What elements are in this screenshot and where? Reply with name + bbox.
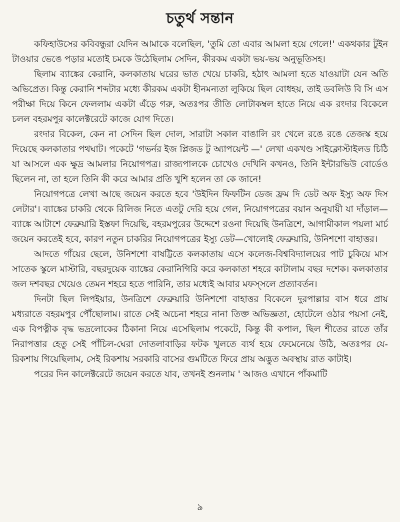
chapter-title: চতুর্থ সন্তান	[166, 11, 234, 27]
paragraph: আদতে গাঁয়ের ছেলে, উনিশশো বাষট্টিতে কলকাতায় এসে কলেজ-বিশ্ববিদ্যালয়ের পাট চুকিয়ে মাস সাতেক স্কুলে মাস্টারি, বছরদুয়েক ব্যাঙ্কের কেরানিগিরি করে কলকাতা শহরে কাটালাম বছর দশেক। কলকাতার জল দশবছর খেয়েও তেমন শহরে হতে পারিনি, তার মধ্যেই আবার মফস্সলে প্রত্যাবর্তন।	[12, 250, 388, 290]
paragraph: ছিলাম ব্যাঙ্কের কেরানি, কলকাতায় ঘরের ভাত খেয়ে চাকরি, হঠাৎ আমলা হতে যাওয়াটা যেন অতি অভিপ্রেত। কিন্তু কেরানি শব্দটার মধ্যে কীরকম একটা হীনমন্যতা লুকিয়ে ছিল বোধহয়, তাই ডবলিউ বি সি এস পরীক্ষা দিয়ে কিনে ফেললাম একটা এঁড়ে গরু, অতঃপর তীতি লোটাকম্বল হাতে নিয়ে এক রংদার বিকেলে চলল বহরমপুর কালেক্টরেটে কাজে যোগ দিতে।	[12, 70, 388, 125]
paragraph: রংদার বিকেল, কেন না সেদিন ছিল দোল, সারাটা সকাল বাঙালি রং খেলে রঙে রঙে তেজস্ক হয়ে দিয়েছে কলকাতার পথঘাট। পকেটে 'গভর্নর ইজ প্লিজড টু অ্যাপয়েন্ট —' লেখা একখণ্ড সাইক্লোস্টাইলড চিঠি যা আসলে এক ক্ষুদ্র আমলার নিয়োগপত্র। রাজ্যপালকে চোখেও দেখিনি কখনও, তিনি ইন্টারভিউ বোর্ডেও ছিলেন না, তা হলে তিনি কী করে আমার প্রতি খুশি হলেন তা কে জানে!	[12, 130, 388, 185]
chapter-body	[12, 38, 388, 383]
paragraph: নিয়োগপত্রে লেখা আছে জয়েন করতে হবে 'উইদিন ফিফটিন ডেজ ফ্রম দি ডেট অফ ইস্যু অফ দিস লেটার'। ব্যাঙ্কের চাকরি থেকে রিলিজ নিতে এতটু দেরি হয়ে গেল, নিয়োগপত্রের বয়ান অনুযায়ী যা দাঁড়াল—ব্যাঙ্কে আটাশে ফেব্রুয়ারি ইস্তফা দিয়েছি, বহরমপুরের উদ্দেশে রওনা দিয়েছি উনত্রিশে, আগামীকাল পয়লা মার্চ জয়েন করতেই হবে, কারণ নতুন চাকরির নিয়োগপত্রের ইস্যু ডেট—খোলোই ফেব্রুয়ারি, উনিশশো বাহাত্তর।	[12, 190, 388, 245]
paragraph: পরের দিন কালেক্টরেটে জয়েন করতে যাব, তখনই শুনলাম ' আজও এখানে পাঁকমাটি	[34, 370, 328, 380]
paragraph: দিনটা ছিল লিপইয়ার, উনত্রিশে ফেব্রুয়ারি উনিশশো বাহাত্তর বিকেলে দুরপাল্লার বাস ধরে প্রায় মধ্যরাতে বহরমপুর পৌঁছোলাম। রাতে সেই অচেনা শহরে নানা তিক্ত অভিজ্ঞতা, হোটেলে ওঠার পয়সা নেই, এক বিপত্নীক বৃদ্ধ ভদ্রলোকের ঠিকানা নিয়ে এসেছিলাম পকেটে, কিন্তু কী কপাল, ছিল শীতের রাতে তাঁর নিরাপত্তার হেতু সেই পাঁচিল-ঘেরা দোতলাবাড়ির ফটক খুলতে ব্যর্থ হয়ে ফেমেনেয়ে উঠি, অতঃপর যে-রিকশায় গিয়েছিলাম, সেই রিকশায় সরকারি বাসের গুমটিতে ফিরে প্রায় অদ্ভুত অবস্থায় রাত কাটাই।	[12, 295, 388, 365]
paragraph: কফিহাউসের কবিবন্ধুরা যেদিন আমাকে বলেছিল, 'তুমি তো এবার আমলা হয়ে গেলে!' একথকার টুইন টাওয়ার ভেঙে পড়ার মতোই চমকে উঠেছিলাম সেদিন, কীরকম একটা ভয়-ভয় অনুভূতিসহ।	[12, 40, 388, 65]
page-number: ৯	[197, 503, 203, 513]
